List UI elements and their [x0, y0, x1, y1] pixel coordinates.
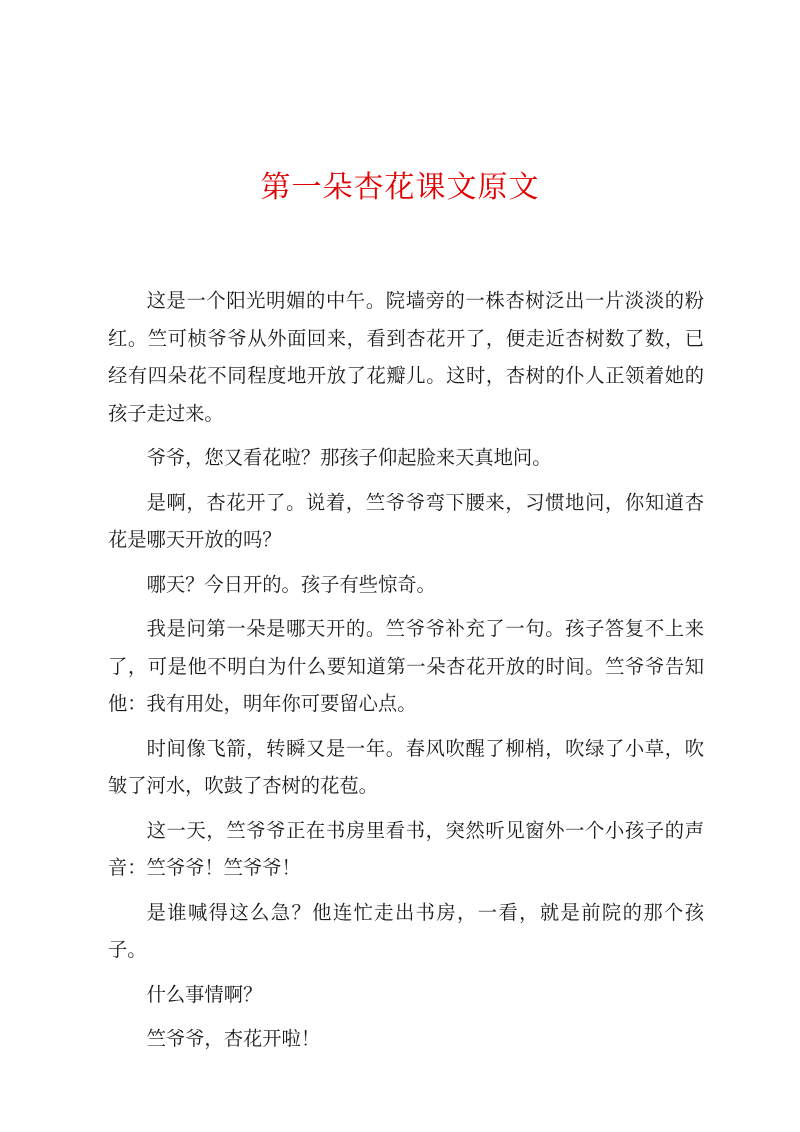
paragraph: 爷爷，您又看花啦？那孩子仰起脸来天真地问。 — [146, 446, 552, 469]
paragraph: 哪天？今日开的。孩子有些惊奇。 — [146, 572, 436, 596]
paragraph: 什么事情啊？ — [146, 982, 263, 1006]
paragraph: 竺爷爷，杏花开啦！ — [146, 1027, 321, 1050]
paragraph: 是啊，杏花开了。说着，竺爷爷弯下腰来，习惯地问，你知道杏花是哪天开放的吗？ — [108, 490, 704, 551]
paragraph: 我是问第一朵是哪天开的。竺爷爷补充了一句。孩子答复不上来了，可是他不明白为什么要知道第一朵杏花开放的时间。竺爷爷告知他：我有用处，明年你可要留心点。 — [108, 617, 704, 715]
paragraph: 这一天，竺爷爷正在书房里看书，突然听见窗外一个小孩子的声音：竺爷爷！竺爷爷！ — [108, 818, 704, 879]
document-title: 第一朵杏花课文原文 — [260, 170, 540, 205]
paragraph: 是谁喊得这么急？他连忙走出书房，一看，就是前院的那个孩子。 — [108, 900, 704, 961]
paragraph: 这是一个阳光明媚的中午。院墙旁的一株杏树泛出一片淡淡的粉红。竺可桢爷爷从外面回来，看到杏花开了，便走近杏树数了数，已经有四朵花不同程度地开放了花瓣儿。这时，杏树的仆人正领着她的孩子走过来。 — [108, 289, 704, 425]
paragraph: 时间像飞箭，转瞬又是一年。春风吹醒了柳梢，吹绿了小草，吹皱了河水，吹鼓了杏树的花苞。 — [108, 736, 704, 797]
document-body — [108, 282, 704, 1065]
